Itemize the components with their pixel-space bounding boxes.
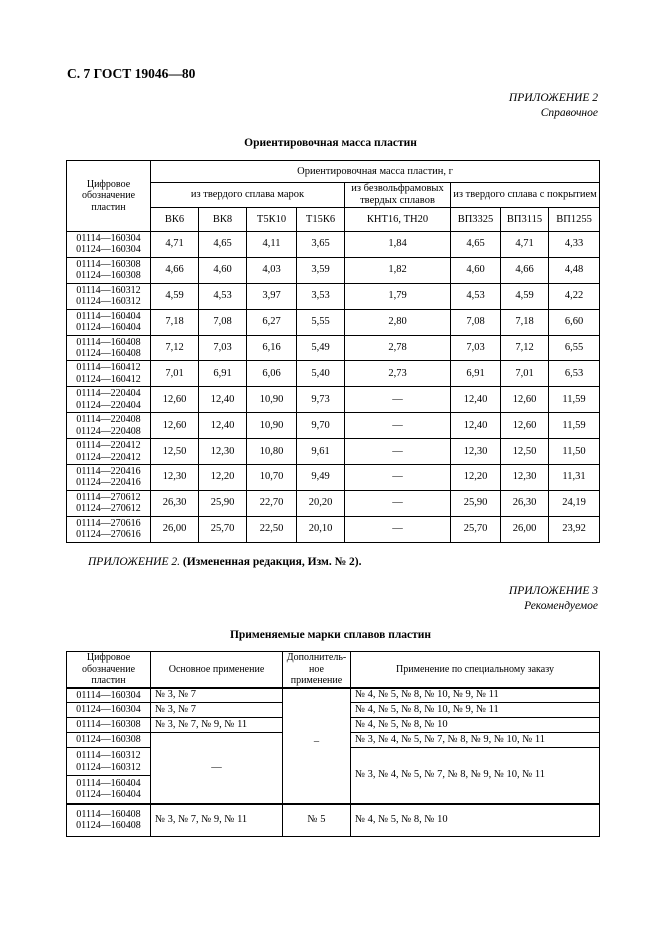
- mass-value: 6,91: [451, 361, 501, 387]
- t1-grade: ВП3325: [451, 208, 501, 232]
- mass-row-code: [67, 413, 151, 439]
- t2-special: № 3, № 4, № 5, № 7, № 8, № 9, № 10, № 11: [351, 733, 600, 748]
- mass-value: 4,53: [199, 283, 247, 309]
- mass-value: 7,12: [501, 335, 549, 361]
- mass-value: 12,50: [151, 439, 199, 465]
- mass-value: 22,50: [247, 516, 297, 542]
- t2-header-additional: Дополнитель-ное применение: [283, 652, 351, 688]
- t2-code: 01114—160404: [76, 777, 141, 789]
- t2-special: № 4, № 5, № 8, № 10, № 9, № 11: [351, 703, 600, 718]
- mass-row: [67, 490, 600, 516]
- t2-special: № 4, № 5, № 8, № 10: [351, 804, 600, 837]
- plate-code: 01124—160408: [76, 348, 141, 359]
- plate-code: 01114—220416: [76, 465, 141, 477]
- mass-value: 4,65: [451, 232, 501, 258]
- note-amendment: (Измененная редакция, Изм. № 2).: [182, 556, 362, 568]
- t1-header-mass: Ориентировочная масса пластин, г: [151, 161, 600, 183]
- mass-value: 11,31: [549, 465, 600, 491]
- appendix-2-heading: [509, 91, 598, 121]
- mass-row: [67, 257, 600, 283]
- mass-value: 12,20: [199, 465, 247, 491]
- mass-row: [67, 413, 600, 439]
- mass-value: 10,90: [247, 413, 297, 439]
- t2-main: № 3, № 7: [151, 688, 283, 703]
- mass-value: 10,90: [247, 387, 297, 413]
- mass-value: 5,49: [297, 335, 345, 361]
- t2-main: № 3, № 7: [151, 703, 283, 718]
- mass-value: 4,11: [247, 232, 297, 258]
- t2-additional: № 5: [283, 804, 351, 837]
- t2-code: 01124—160404: [76, 789, 141, 801]
- t1-grade: Т15К6: [297, 208, 345, 232]
- plate-code: 01124—160412: [76, 373, 141, 385]
- t2-code: 01124—160312: [76, 761, 141, 773]
- plate-code: 01114—160412: [76, 362, 141, 374]
- mass-value: —: [345, 516, 451, 542]
- plate-code: 01114—160308: [76, 258, 141, 270]
- mass-value: 4,60: [199, 257, 247, 283]
- plate-code: 01114—270616: [76, 517, 141, 529]
- mass-value: 12,40: [451, 387, 501, 413]
- mass-value: 4,71: [501, 232, 549, 258]
- plate-code: 01114—160304: [76, 232, 141, 244]
- mass-value: 9,70: [297, 413, 345, 439]
- mass-value: 10,70: [247, 465, 297, 491]
- t2-code-pair: [67, 776, 151, 804]
- mass-row-code: [67, 283, 151, 309]
- t2-code: 01124—160308: [67, 733, 151, 748]
- mass-value: 3,65: [297, 232, 345, 258]
- t2-main: № 3, № 7, № 9, № 11: [151, 718, 283, 733]
- mass-value: —: [345, 387, 451, 413]
- mass-value: 6,60: [549, 309, 600, 335]
- mass-value: 4,33: [549, 232, 600, 258]
- plate-code: 01114—160312: [76, 284, 141, 296]
- mass-value: 6,16: [247, 335, 297, 361]
- mass-value: 26,00: [501, 516, 549, 542]
- plate-code: 01124—220404: [76, 399, 141, 411]
- mass-row: [67, 387, 600, 413]
- mass-value: 3,97: [247, 283, 297, 309]
- mass-value: 7,12: [151, 335, 199, 361]
- mass-value: 24,19: [549, 490, 600, 516]
- mass-value: 23,92: [549, 516, 600, 542]
- mass-row: [67, 309, 600, 335]
- mass-value: 12,30: [199, 439, 247, 465]
- mass-value: 26,30: [501, 490, 549, 516]
- t1-grade: ВП1255: [549, 208, 600, 232]
- mass-value: 12,40: [199, 387, 247, 413]
- mass-value: 7,03: [451, 335, 501, 361]
- mass-value: 12,30: [451, 439, 501, 465]
- t1-header-code: Цифровое обозначение пластин: [67, 161, 151, 232]
- mass-value: 4,71: [151, 232, 199, 258]
- mass-value: 26,00: [151, 516, 199, 542]
- appendix-3-heading: [509, 584, 598, 614]
- t2-main: № 3, № 7, № 9, № 11: [151, 804, 283, 837]
- mass-value: 2,73: [345, 361, 451, 387]
- t2-header-code: Цифровое обозначение пластин: [67, 652, 151, 688]
- plate-code: 01124—270612: [76, 503, 141, 515]
- mass-table: [66, 160, 600, 543]
- mass-row-code: [67, 361, 151, 387]
- t2-code: 01114—160408: [76, 808, 141, 820]
- t2-code: 01114—160304: [67, 688, 151, 703]
- table2-title: Применяемые марки сплавов пластин: [229, 629, 432, 641]
- mass-value: 4,66: [501, 257, 549, 283]
- t2-code: 01114—160312: [76, 750, 141, 761]
- plate-code: 01114—160404: [76, 310, 141, 322]
- plate-code: 01124—160308: [76, 270, 141, 282]
- mass-value: 1,79: [345, 283, 451, 309]
- appendix-2-title: ПРИЛОЖЕНИЕ 2: [508, 92, 598, 104]
- t1-header-tungsten-free: из безвольфрамовых твердых сплавов: [345, 183, 451, 208]
- mass-value: 3,53: [297, 283, 345, 309]
- plate-code: 01114—270612: [76, 491, 141, 503]
- plate-code: 01114—160408: [76, 336, 141, 348]
- note-ref: ПРИЛОЖЕНИЕ 2.: [88, 556, 180, 568]
- mass-value: 4,60: [451, 257, 501, 283]
- plate-code: 01124—160312: [76, 296, 141, 308]
- mass-value: 6,27: [247, 309, 297, 335]
- mass-value: 4,53: [451, 283, 501, 309]
- appendix-3-title: ПРИЛОЖЕНИЕ 3: [508, 585, 598, 597]
- mass-row-code: [67, 335, 151, 361]
- page-header: С. 7 ГОСТ 19046—80: [67, 66, 196, 81]
- mass-value: 12,60: [151, 413, 199, 439]
- mass-value: 26,30: [151, 490, 199, 516]
- mass-row-code: [67, 232, 151, 258]
- mass-row-code: [67, 516, 151, 542]
- mass-value: 9,73: [297, 387, 345, 413]
- mass-value: 4,65: [199, 232, 247, 258]
- t2-code-pair: [67, 748, 151, 776]
- mass-value: —: [345, 465, 451, 491]
- plate-code: 01124—220412: [76, 451, 141, 463]
- appendix-3-status: Рекомендуемое: [524, 600, 598, 612]
- mass-value: 20,10: [297, 516, 345, 542]
- mass-value: 11,59: [549, 387, 600, 413]
- mass-value: 25,70: [199, 516, 247, 542]
- t2-code: 01124—160304: [67, 703, 151, 718]
- mass-value: 12,60: [501, 387, 549, 413]
- mass-value: 6,55: [549, 335, 600, 361]
- mass-value: 6,91: [199, 361, 247, 387]
- mass-value: 12,60: [501, 413, 549, 439]
- mass-value: 1,84: [345, 232, 451, 258]
- plate-code: 01124—160304: [76, 244, 141, 256]
- mass-value: 1,82: [345, 257, 451, 283]
- mass-value: 4,03: [247, 257, 297, 283]
- mass-value: 12,40: [199, 413, 247, 439]
- t2-main-dash: —: [151, 733, 283, 804]
- mass-row: [67, 283, 600, 309]
- mass-value: 12,30: [151, 465, 199, 491]
- appendix-2-status: Справочное: [540, 107, 598, 119]
- mass-value: 3,59: [297, 257, 345, 283]
- mass-value: 7,18: [151, 309, 199, 335]
- mass-value: 9,61: [297, 439, 345, 465]
- plate-code: 01124—160404: [76, 322, 141, 334]
- t1-grade: ВК6: [151, 208, 199, 232]
- t2-special: № 4, № 5, № 8, № 10, № 9, № 11: [351, 688, 600, 703]
- t1-grade: ВП3115: [501, 208, 549, 232]
- mass-row: [67, 232, 600, 258]
- mass-row: [67, 439, 600, 465]
- mass-value: 12,40: [451, 413, 501, 439]
- mass-value: 5,40: [297, 361, 345, 387]
- mass-value: 25,90: [451, 490, 501, 516]
- t2-code-pair: [67, 804, 151, 837]
- t2-special: № 3, № 4, № 5, № 7, № 8, № 9, № 10, № 11: [351, 748, 600, 804]
- plate-code: 01114—220404: [76, 388, 141, 400]
- mass-value: 9,49: [297, 465, 345, 491]
- t1-header-hard-alloy: из твердого сплава марок: [151, 183, 345, 208]
- t2-code: 01114—160308: [67, 718, 151, 733]
- mass-value: —: [345, 413, 451, 439]
- alloy-grades-table: [66, 651, 600, 837]
- mass-value: 22,70: [247, 490, 297, 516]
- mass-value: —: [345, 490, 451, 516]
- t2-code: 01124—160408: [76, 820, 141, 832]
- t2-special: № 4, № 5, № 8, № 10: [351, 718, 600, 733]
- mass-value: 7,08: [451, 309, 501, 335]
- t1-grade: Т5К10: [247, 208, 297, 232]
- mass-value: 11,50: [549, 439, 600, 465]
- t2-header-special: Применение по специальному заказу: [351, 652, 600, 688]
- mass-value: 5,55: [297, 309, 345, 335]
- mass-value: 4,59: [151, 283, 199, 309]
- mass-row: [67, 361, 600, 387]
- table1-title: Ориентировочная масса пластин: [244, 137, 417, 149]
- plate-code: 01124—220416: [76, 477, 141, 489]
- plate-code: 01124—220408: [76, 425, 141, 437]
- mass-value: 25,90: [199, 490, 247, 516]
- plate-code: 01114—220412: [76, 440, 141, 452]
- t2-additional-dash: –: [283, 688, 351, 804]
- mass-value: 20,20: [297, 490, 345, 516]
- t1-grade: ВК8: [199, 208, 247, 232]
- mass-row-code: [67, 490, 151, 516]
- mass-row-code: [67, 439, 151, 465]
- mass-value: 2,78: [345, 335, 451, 361]
- mass-row: [67, 465, 600, 491]
- mass-value: 6,53: [549, 361, 600, 387]
- mass-value: 4,59: [501, 283, 549, 309]
- mass-value: 7,03: [199, 335, 247, 361]
- mass-row: [67, 335, 600, 361]
- t1-grade: КНТ16, ТН20: [345, 208, 451, 232]
- mass-row-code: [67, 257, 151, 283]
- mass-row-code: [67, 465, 151, 491]
- t1-header-coated: из твердого сплава с покрытием: [451, 183, 600, 208]
- plate-code: 01124—270616: [76, 529, 141, 541]
- mass-value: —: [345, 439, 451, 465]
- mass-value: 7,08: [199, 309, 247, 335]
- mass-value: 7,01: [501, 361, 549, 387]
- mass-value: 11,59: [549, 413, 600, 439]
- mass-value: 6,06: [247, 361, 297, 387]
- mass-row-code: [67, 309, 151, 335]
- mass-row: [67, 516, 600, 542]
- amendment-note: [88, 556, 362, 568]
- plate-code: 01114—220408: [76, 414, 141, 426]
- mass-value: 12,50: [501, 439, 549, 465]
- mass-value: 12,20: [451, 465, 501, 491]
- mass-value: 4,66: [151, 257, 199, 283]
- mass-value: 7,18: [501, 309, 549, 335]
- mass-row-code: [67, 387, 151, 413]
- mass-value: 25,70: [451, 516, 501, 542]
- mass-value: 4,48: [549, 257, 600, 283]
- t2-header-main: Основное применение: [151, 652, 283, 688]
- mass-value: 4,22: [549, 283, 600, 309]
- mass-value: 12,30: [501, 465, 549, 491]
- mass-value: 2,80: [345, 309, 451, 335]
- mass-value: 7,01: [151, 361, 199, 387]
- mass-value: 10,80: [247, 439, 297, 465]
- mass-value: 12,60: [151, 387, 199, 413]
